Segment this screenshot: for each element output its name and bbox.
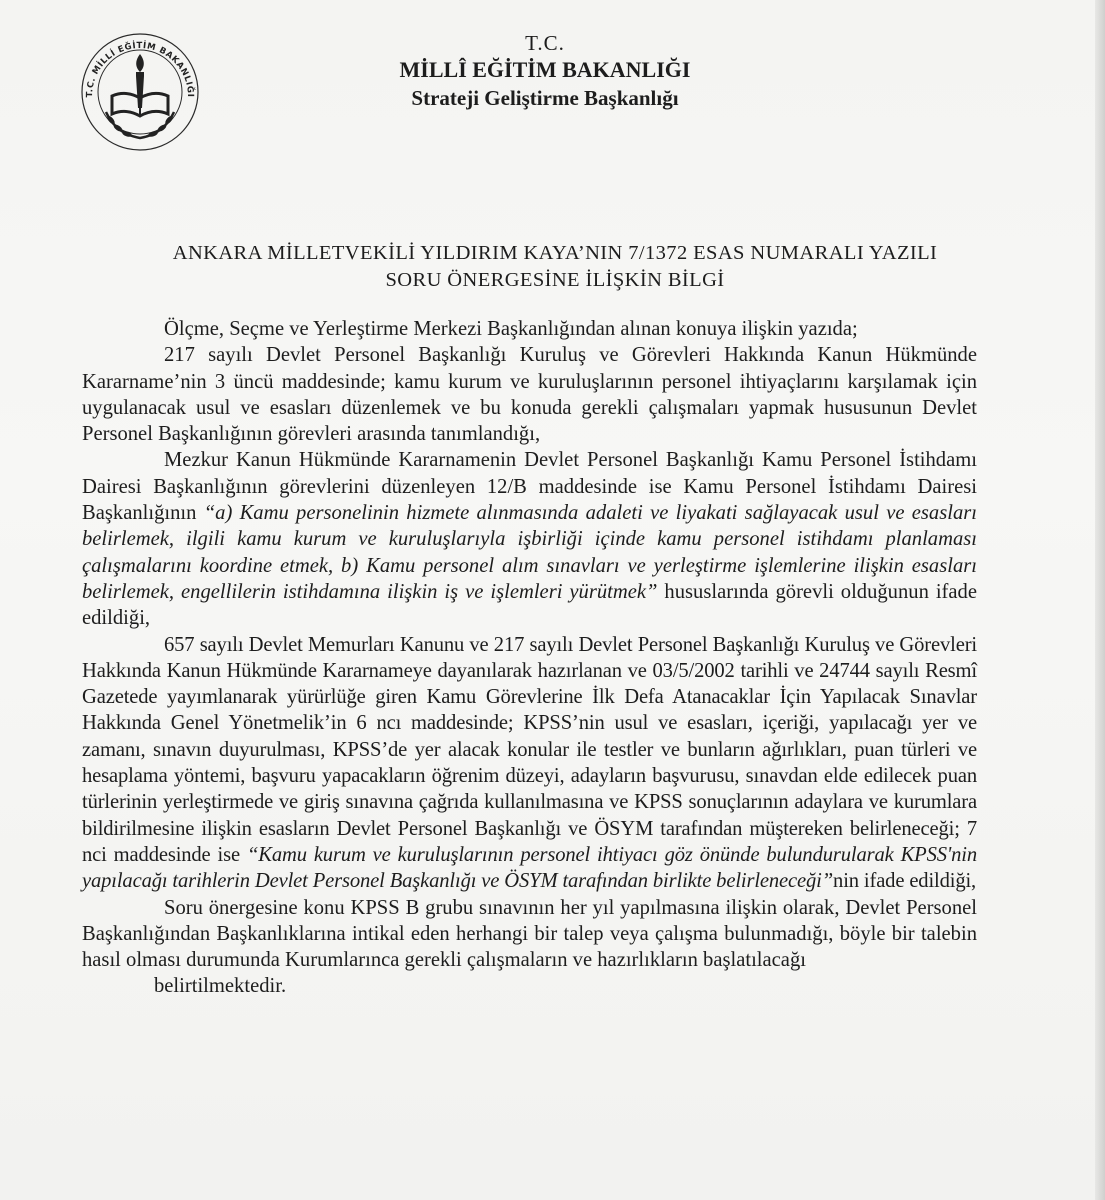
paragraph-4: [82, 632, 977, 895]
paragraph-5: Soru önergesine konu KPSS B grubu sınavının her yıl yapılmasına ilişkin olarak, Devlet Personel Başkanlığından Başkanlıklarına intikal eden herhangi bir talep veya çalışma bulunmadığı, böyle bir talebin hasıl olması durumunda Kurumlarınca gerekli çalışmaların ve hazırlıkların başlatılacağı: [82, 896, 977, 972]
department-name: Strateji Geliştirme Başkanlığı: [411, 86, 679, 110]
letterhead: [330, 30, 760, 112]
paragraph-3-tail: hususlarında görevli olduğunun ifade edildiği,: [82, 580, 977, 630]
seal-text: T.C. MİLLİ EĞİTİM BAKANLIĞI: [84, 40, 196, 98]
paragraph-3: [82, 447, 977, 631]
paragraph-4-lead: 657 sayılı Devlet Memurları Kanunu ve 217 sayılı Devlet Personel Başkanlığı Kuruluş ve Görevleri Hakkında Kanun Hükmünde Kararnameye dayanılarak hazırlanan ve 03/5/2002 tarihli ve 24744 sayılı Resmî Gazetede yayımlanarak yürürlüğe giren Kamu Görevlerine İlk Defa Atanacaklar İçin Yapılacak Sınavlar Hakkında Genel Yönetmelik’in 6 ncı maddesinde; KPSS’nin usul ve esasları, içeriği, yapılacağı yer ve zamanı, sınavın duyurulması, KPSS’de yer alacak konular ile testler ve bunların ağırlıkları, puan türleri ve hesaplama yöntemi, başvuru yapacakların öğrenim düzeyi, adayların başvurusu, sınavdan elde edilecek puan türlerinin yerleştirmede ve giriş sınavına çağrıda kullanılmasına ve KPSS sonuçlarının adaylara ve kurumlara bildirilmesine ilişkin esasların Devlet Personel Başkanlığı ve ÖSYM tarafından müştereken belirleneceği; 7 nci maddesinde ise: [82, 633, 977, 866]
paragraph-4-quote: “Kamu kurum ve kuruluşlarının personel ihtiyacı göz önünde bulundurularak KPSS'nin yapılacağı tarihlerin Devlet Personel Başkanlığı ve ÖSYM tarafından birlikte belirleneceği”: [82, 843, 977, 893]
ministry-name: MİLLÎ EĞİTİM BAKANLIĞI: [399, 57, 691, 82]
paragraph-2: 217 sayılı Devlet Personel Başkanlığı Kuruluş ve Görevleri Hakkında Kanun Hükmünde Kararname’nin 3 üncü maddesinde; kamu kurum ve kuruluşlarının personel ihtiyaçlarını karşılamak için uygulanacak usul ve esasları düzenlemek ve bu konuda gerekli çalışmaları yapmak hususunun Devlet Personel Başkanlığının görevleri arasında tanımlandığı,: [82, 344, 977, 446]
paragraph-4-tail: nin ifade edildiği,: [833, 870, 977, 893]
page-edge-shadow: [1095, 0, 1105, 1200]
title-line-2: SORU ÖNERGESİNE İLİŞKİN BİLGİ: [385, 269, 725, 291]
closing-line: belirtilmektedir.: [154, 975, 287, 998]
country-label: T.C.: [525, 31, 565, 55]
ministry-seal-icon: [78, 30, 202, 154]
title-line-1: ANKARA MİLLETVEKİLİ YILDIRIM KAYA’NIN 7/1372 ESAS NUMARALI YAZILI: [172, 242, 938, 264]
document-title: [90, 240, 1020, 294]
paragraph-3-lead: Mezkur Kanun Hükmünde Kararnamenin Devlet Personel Başkanlığı Kamu Personel İstihdamı Dairesi Başkanlığının görevlerini düzenleyen 12/B maddesinde ise Kamu Personel İstihdamı Dairesi Başkanlığının: [82, 449, 977, 525]
document-body: [82, 316, 977, 1000]
paragraph-3-quote: “a) Kamu personelinin hizmete alınmasında adaleti ve liyakati sağlayacak usul ve esasları belirlemek, ilgili kamu kurum ve kuruluşlarıyla işbirliği içinde kamu personel istihdamı planlaması çalışmalarını koordine etmek, b) Kamu personel alım sınavları ve yerleştirme işlemlerine ilişkin esasları belirlemek, engellilerin istihdamına ilişkin iş ve işlemleri yürütmek”: [82, 502, 977, 603]
paragraph-1: Ölçme, Seçme ve Yerleştirme Merkezi Başkanlığından alınan konuya ilişkin yazıda;: [164, 318, 858, 340]
